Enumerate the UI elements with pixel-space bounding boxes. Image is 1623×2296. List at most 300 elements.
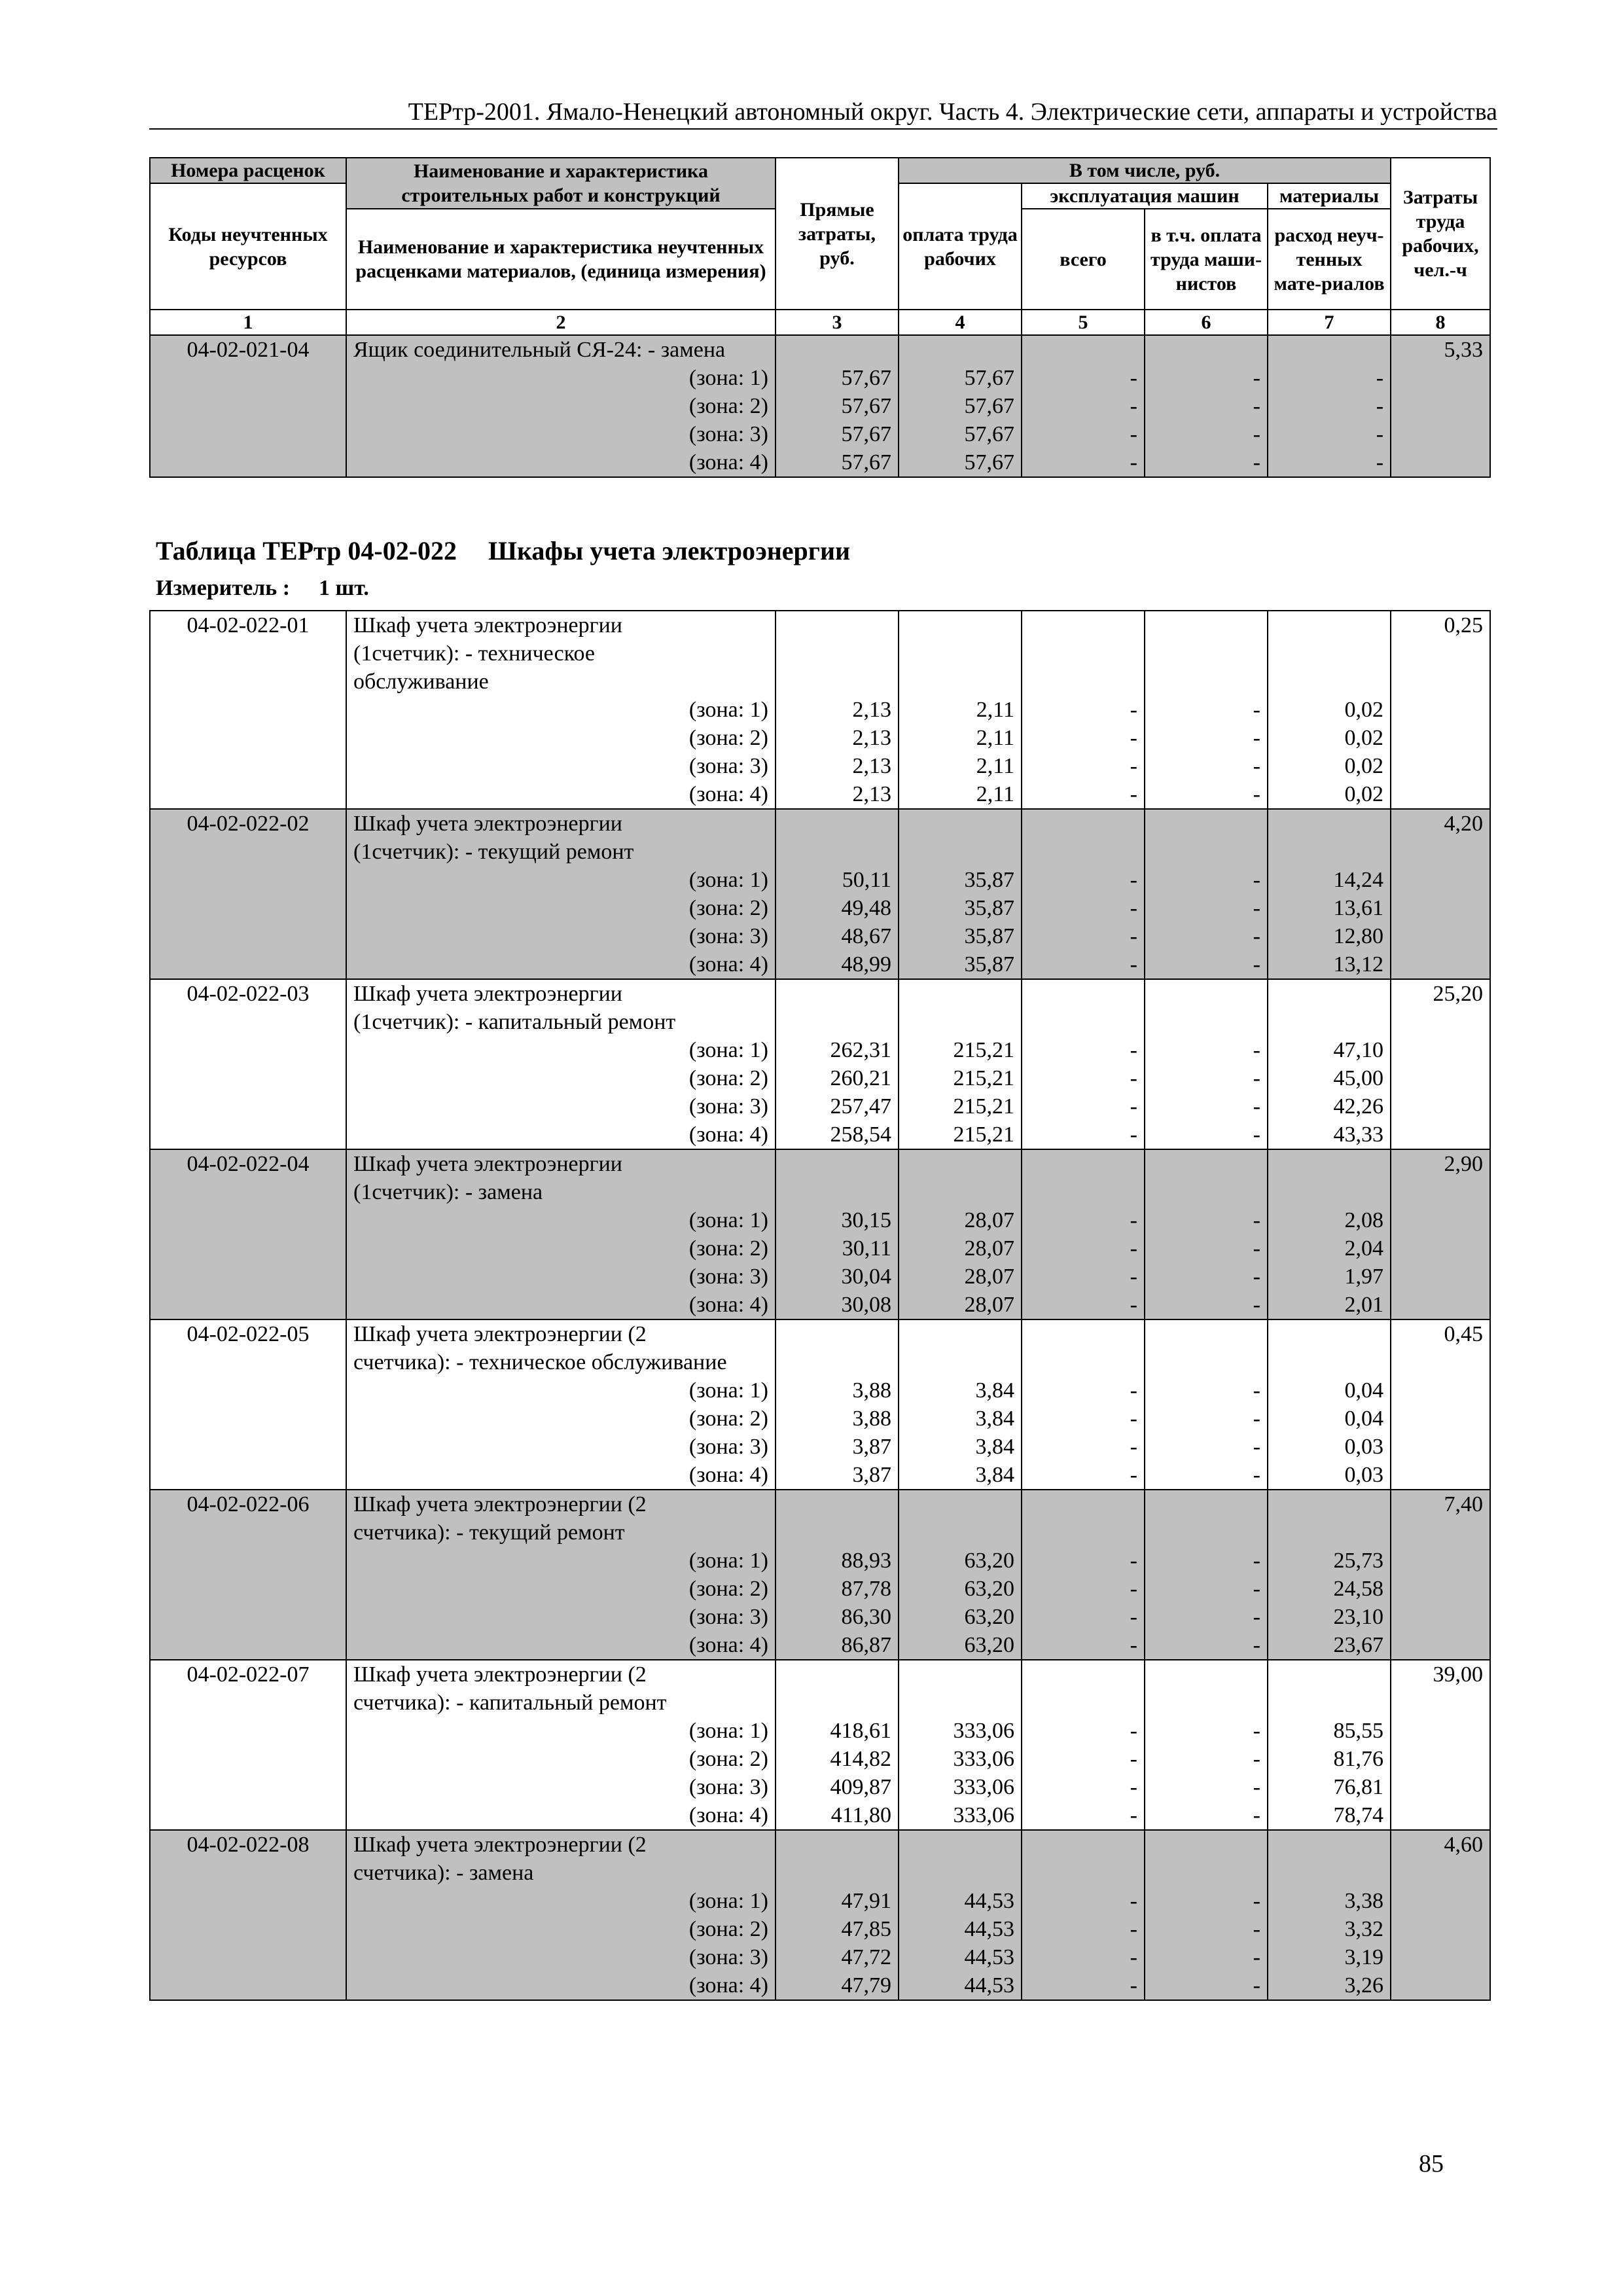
col-number-2: 2 [346, 310, 776, 335]
machine-cost: - [1130, 1973, 1137, 1998]
zone-label: (зона: 4) [688, 1463, 768, 1487]
labor-pay-cell [899, 1490, 1022, 1660]
machinist-pay-cell [1145, 1660, 1268, 1830]
direct-cost-cell [776, 335, 899, 477]
labor-pay: 3,84 [975, 1407, 1014, 1431]
spacer [1152, 1660, 1260, 1689]
zone-label: (зона: 1) [688, 1038, 768, 1062]
machine-cost: - [1130, 868, 1137, 892]
table-row [150, 1490, 1490, 1660]
labor-hours-cell [1391, 1660, 1490, 1830]
col-header-codes-top: Номера расценок [150, 158, 346, 183]
direct-cost: 30,11 [842, 1236, 891, 1261]
col-header-mat-unaccounted: расход неуч-тенных мате-риалов [1268, 209, 1391, 310]
direct-cost: 3,87 [852, 1463, 891, 1487]
labor-pay: 333,06 [953, 1747, 1014, 1771]
machinist-pay: - [1253, 366, 1260, 390]
zone-label: (зона: 3) [688, 1265, 768, 1289]
work-name-cell [346, 1319, 776, 1490]
rate-code-cell [150, 809, 346, 979]
spacer [906, 1490, 1014, 1518]
materials-cost: 3,38 [1344, 1889, 1383, 1913]
table-row [150, 611, 1490, 809]
zone-label: (зона: 4) [688, 450, 768, 475]
work-name-line: (1счетчик): - текущий ремонт [353, 840, 634, 864]
spacer [1275, 1689, 1383, 1717]
spacer [783, 1831, 891, 1859]
machinist-pay: - [1253, 1973, 1260, 1998]
spacer [1152, 1831, 1260, 1859]
machinist-pay: - [1253, 1122, 1260, 1147]
spacer [1029, 1518, 1137, 1547]
table-row [150, 1830, 1490, 2000]
direct-cost: 2,13 [852, 698, 891, 722]
spacer [783, 1150, 891, 1178]
machine-cost: - [1130, 1577, 1137, 1601]
machinist-pay: - [1253, 1549, 1260, 1573]
labor-pay: 3,84 [975, 1378, 1014, 1403]
spacer [906, 1150, 1014, 1178]
machine-cost: - [1130, 1463, 1137, 1487]
zone-label: (зона: 2) [688, 1917, 768, 1941]
zone-label: (зона: 4) [688, 1293, 768, 1317]
rates-table-022 [149, 610, 1491, 2001]
running-header: ТЕРтр-2001. Ямало-Ненецкий автономный округ. Часть 4. Электрические сети, аппараты и устройства [408, 98, 1497, 126]
zone-label: (зона: 1) [688, 1208, 768, 1232]
labor-pay: 63,20 [964, 1549, 1014, 1573]
labor-pay: 3,84 [975, 1435, 1014, 1459]
labor-hours: 7,40 [1444, 1492, 1483, 1516]
machine-cost: - [1130, 1945, 1137, 1969]
spacer [906, 668, 1014, 696]
machinist-pay: - [1253, 782, 1260, 806]
machine-cost: - [1130, 924, 1137, 948]
zone-label: (зона: 1) [688, 1889, 768, 1913]
col-number-4: 4 [899, 310, 1022, 335]
materials-cost: 0,02 [1344, 726, 1383, 750]
measure-unit [156, 576, 369, 601]
spacer [906, 980, 1014, 1008]
labor-pay-cell [899, 979, 1022, 1149]
labor-hours-cell [1391, 1319, 1490, 1490]
spacer [1029, 1859, 1137, 1887]
machine-cost: - [1130, 782, 1137, 806]
machine-cost: - [1130, 1889, 1137, 1913]
spacer [906, 1008, 1014, 1036]
direct-cost-cell [776, 979, 899, 1149]
labor-pay: 57,67 [964, 394, 1014, 418]
machine-cost-cell [1022, 979, 1145, 1149]
direct-cost: 260,21 [830, 1066, 891, 1090]
spacer [783, 980, 891, 1008]
machinist-pay: - [1253, 1803, 1260, 1827]
labor-pay: 215,21 [953, 1122, 1014, 1147]
spacer [1029, 1660, 1137, 1689]
direct-cost: 30,15 [841, 1208, 891, 1232]
direct-cost-cell [776, 1319, 899, 1490]
materials-cost-cell [1268, 611, 1391, 809]
machine-cost: - [1130, 1038, 1137, 1062]
materials-cost: 2,08 [1344, 1208, 1383, 1232]
materials-cost: 0,02 [1344, 782, 1383, 806]
spacer [1275, 611, 1383, 639]
work-name-line: Шкаф учета электроэнергии (2 [353, 1492, 647, 1516]
spacer [1152, 639, 1260, 668]
materials-cost: - [1376, 366, 1384, 390]
col-number-6: 6 [1145, 310, 1268, 335]
rate-code: 04-02-022-08 [187, 1833, 310, 1857]
machinist-pay: - [1253, 1435, 1260, 1459]
machine-cost-cell [1022, 1149, 1145, 1319]
materials-cost: 1,97 [1344, 1265, 1383, 1289]
materials-cost: 12,80 [1333, 924, 1383, 948]
materials-cost: 13,61 [1333, 896, 1383, 920]
work-name-line: (1счетчик): - замена [353, 1180, 543, 1204]
materials-cost: 42,26 [1333, 1094, 1383, 1119]
spacer [1029, 1008, 1137, 1036]
spacer [1029, 810, 1137, 838]
zone-label: (зона: 4) [688, 1973, 768, 1998]
spacer [1029, 336, 1137, 364]
work-name-line: Шкаф учета электроэнергии (2 [353, 1322, 647, 1346]
col-header-codes-bottom: Коды неучтенных ресурсов [150, 183, 346, 310]
labor-hours: 39,00 [1433, 1662, 1483, 1687]
zone-label: (зона: 3) [688, 1605, 768, 1629]
work-name-line: счетчика): - замена [353, 1861, 534, 1885]
machinist-pay: - [1253, 1038, 1260, 1062]
zone-label: (зона: 4) [688, 1122, 768, 1147]
machinist-pay: - [1253, 1775, 1260, 1799]
labor-hours-cell [1391, 335, 1490, 477]
header-rule [149, 128, 1497, 130]
direct-cost: 86,87 [841, 1633, 891, 1657]
labor-pay: 44,53 [964, 1973, 1014, 1998]
direct-cost: 48,99 [841, 952, 891, 977]
spacer [783, 1178, 891, 1206]
zone-label: (зона: 1) [688, 1378, 768, 1403]
zone-label: (зона: 2) [688, 394, 768, 418]
spacer [1275, 1859, 1383, 1887]
measure-value: 1 шт. [319, 576, 369, 600]
zone-label: (зона: 2) [688, 1407, 768, 1431]
materials-cost: 47,10 [1333, 1038, 1383, 1062]
zone-label: (зона: 3) [688, 1435, 768, 1459]
spacer [1152, 1859, 1260, 1887]
materials-cost: 25,73 [1333, 1549, 1383, 1573]
machinist-pay: - [1253, 1066, 1260, 1090]
spacer [1029, 639, 1137, 668]
machinist-pay: - [1253, 394, 1260, 418]
spacer [906, 1178, 1014, 1206]
machine-cost: - [1130, 1407, 1137, 1431]
direct-cost: 47,85 [841, 1917, 891, 1941]
zone-label: (зона: 3) [688, 924, 768, 948]
rate-code-cell [150, 1830, 346, 2000]
zone-label: (зона: 1) [688, 366, 768, 390]
rate-code-cell [150, 979, 346, 1149]
labor-pay-cell [899, 1149, 1022, 1319]
spacer [1029, 1490, 1137, 1518]
zone-label: (зона: 1) [688, 698, 768, 722]
spacer [1152, 611, 1260, 639]
table-row [150, 335, 1490, 477]
spacer [1275, 1660, 1383, 1689]
labor-pay-cell [899, 335, 1022, 477]
machinist-pay: - [1253, 754, 1260, 778]
materials-cost: 0,04 [1344, 1378, 1383, 1403]
machine-cost-cell [1022, 1830, 1145, 2000]
spacer [1275, 639, 1383, 668]
labor-hours: 5,33 [1444, 338, 1484, 362]
labor-hours-cell [1391, 611, 1490, 809]
zone-label: (зона: 3) [688, 1945, 768, 1969]
rate-code-cell [150, 611, 346, 809]
zone-label: (зона: 2) [688, 1066, 768, 1090]
direct-cost: 49,48 [841, 896, 891, 920]
work-name-line: Шкаф учета электроэнергии [353, 812, 622, 836]
materials-cost-cell [1268, 809, 1391, 979]
table-title [156, 535, 882, 566]
spacer [783, 1518, 891, 1547]
rate-code-cell [150, 1490, 346, 1660]
direct-cost: 3,88 [852, 1407, 891, 1431]
machinist-pay: - [1253, 1577, 1260, 1601]
labor-pay: 215,21 [953, 1038, 1014, 1062]
labor-pay: 2,11 [976, 698, 1014, 722]
direct-cost: 57,67 [841, 366, 891, 390]
labor-pay: 3,84 [975, 1463, 1014, 1487]
spacer [1152, 668, 1260, 696]
machinist-pay-cell [1145, 809, 1268, 979]
machine-cost: - [1130, 1605, 1137, 1629]
machine-cost: - [1130, 754, 1137, 778]
spacer [906, 336, 1014, 364]
machine-cost: - [1130, 1549, 1137, 1573]
direct-cost-cell [776, 1149, 899, 1319]
zone-label: (зона: 3) [688, 1094, 768, 1119]
work-name-cell [346, 1830, 776, 2000]
machine-cost: - [1130, 1633, 1137, 1657]
zone-label: (зона: 1) [688, 1549, 768, 1573]
work-name-line: счетчика): - капитальный ремонт [353, 1691, 667, 1715]
materials-cost-cell [1268, 1660, 1391, 1830]
direct-cost: 3,87 [852, 1435, 891, 1459]
materials-cost: 14,24 [1333, 868, 1383, 892]
materials-cost: 23,67 [1333, 1633, 1383, 1657]
col-header-name-bottom: Наименование и характеристика неучтенных расценками материалов, (единица измерения) [346, 209, 776, 310]
col-number-5: 5 [1022, 310, 1145, 335]
machine-cost: - [1130, 422, 1137, 446]
spacer [1275, 1831, 1383, 1859]
machinist-pay: - [1253, 450, 1260, 475]
machinist-pay: - [1253, 1265, 1260, 1289]
column-number-row [150, 310, 1490, 335]
materials-cost-cell [1268, 1319, 1391, 1490]
machine-cost: - [1130, 394, 1137, 418]
direct-cost: 87,78 [841, 1577, 891, 1601]
machinist-pay: - [1253, 1719, 1260, 1743]
work-name-line: Ящик соединительный СЯ-24: - замена [353, 338, 726, 362]
materials-cost: 0,03 [1344, 1463, 1383, 1487]
machinist-pay: - [1253, 868, 1260, 892]
spacer [1152, 1008, 1260, 1036]
spacer [906, 611, 1014, 639]
machine-cost: - [1130, 1378, 1137, 1403]
spacer [1152, 838, 1260, 866]
materials-cost: 76,81 [1333, 1775, 1383, 1799]
labor-hours-cell [1391, 1490, 1490, 1660]
labor-pay: 2,11 [976, 754, 1014, 778]
spacer [906, 1689, 1014, 1717]
machinist-pay: - [1253, 1917, 1260, 1941]
zone-label: (зона: 2) [688, 1236, 768, 1261]
materials-cost-cell [1268, 1149, 1391, 1319]
labor-hours-cell [1391, 809, 1490, 979]
direct-cost-cell [776, 1490, 899, 1660]
table-row [150, 979, 1490, 1149]
spacer [1152, 1490, 1260, 1518]
machinist-pay: - [1253, 924, 1260, 948]
materials-cost: 3,19 [1344, 1945, 1383, 1969]
work-name-cell [346, 979, 776, 1149]
col-header-incl: В том числе, руб. [899, 158, 1391, 183]
direct-cost: 48,67 [841, 924, 891, 948]
spacer [1029, 1831, 1137, 1859]
labor-hours: 4,20 [1444, 812, 1483, 836]
table-id: Таблица ТЕРтр 04-02-022 [156, 536, 457, 565]
direct-cost: 57,67 [841, 422, 891, 446]
direct-cost: 47,91 [841, 1889, 891, 1913]
materials-cost: - [1376, 450, 1384, 475]
col-header-labor-hours: Затраты труда рабочих, чел.-ч [1391, 158, 1490, 310]
labor-pay: 28,07 [964, 1293, 1014, 1317]
direct-cost: 50,11 [842, 868, 891, 892]
labor-hours-cell [1391, 979, 1490, 1149]
machine-cost: - [1130, 1435, 1137, 1459]
labor-pay: 44,53 [964, 1889, 1014, 1913]
labor-pay: 215,21 [953, 1094, 1014, 1119]
materials-cost: - [1376, 422, 1384, 446]
zone-label: (зона: 4) [688, 1633, 768, 1657]
labor-pay: 63,20 [964, 1605, 1014, 1629]
materials-cost: 0,02 [1344, 698, 1383, 722]
rate-code: 04-02-022-07 [187, 1662, 310, 1687]
table-row [150, 1319, 1490, 1490]
spacer [783, 1660, 891, 1689]
col-header-materials: материалы [1268, 183, 1391, 209]
spacer [783, 1490, 891, 1518]
direct-cost: 411,80 [830, 1803, 891, 1827]
materials-cost: 23,10 [1333, 1605, 1383, 1629]
spacer [1152, 1689, 1260, 1717]
work-name-line: Шкаф учета электроэнергии (2 [353, 1833, 647, 1857]
labor-hours: 4,60 [1444, 1833, 1483, 1857]
direct-cost-cell [776, 1830, 899, 2000]
machine-cost: - [1130, 1122, 1137, 1147]
machine-cost: - [1130, 1293, 1137, 1317]
spacer [783, 1689, 891, 1717]
zone-label: (зона: 1) [688, 1719, 768, 1743]
labor-pay: 63,20 [964, 1633, 1014, 1657]
machinist-pay-cell [1145, 979, 1268, 1149]
work-name-line: обслуживание [353, 670, 489, 694]
spacer [1275, 1348, 1383, 1376]
labor-pay: 28,07 [964, 1236, 1014, 1261]
work-name-cell [346, 335, 776, 477]
work-name-cell [346, 1149, 776, 1319]
materials-cost-cell [1268, 1490, 1391, 1660]
spacer [1029, 1150, 1137, 1178]
spacer [906, 1859, 1014, 1887]
rates-table-main [149, 157, 1491, 478]
table-row [150, 1149, 1490, 1319]
spacer [1152, 1178, 1260, 1206]
materials-cost-cell [1268, 979, 1391, 1149]
spacer [1275, 810, 1383, 838]
machinist-pay-cell [1145, 1149, 1268, 1319]
work-name-line: Шкаф учета электроэнергии [353, 613, 622, 637]
direct-cost-cell [776, 1660, 899, 1830]
spacer [1029, 838, 1137, 866]
machine-cost: - [1130, 1236, 1137, 1261]
direct-cost: 262,31 [830, 1038, 891, 1062]
machinist-pay: - [1253, 422, 1260, 446]
rate-code: 04-02-022-01 [187, 613, 310, 637]
rate-code: 04-02-022-06 [187, 1492, 310, 1516]
spacer [1275, 668, 1383, 696]
spacer [1029, 1320, 1137, 1348]
work-name-line: Шкаф учета электроэнергии [353, 982, 622, 1006]
spacer [1029, 1348, 1137, 1376]
machinist-pay: - [1253, 726, 1260, 750]
zone-label: (зона: 2) [688, 1577, 768, 1601]
spacer [1275, 980, 1383, 1008]
direct-cost: 30,04 [841, 1265, 891, 1289]
materials-cost: 0,04 [1344, 1407, 1383, 1431]
spacer [1275, 336, 1383, 364]
direct-cost: 86,30 [841, 1605, 891, 1629]
machinist-pay: - [1253, 1945, 1260, 1969]
machinist-pay: - [1253, 1747, 1260, 1771]
rate-code: 04-02-022-03 [187, 982, 310, 1006]
machinist-pay: - [1253, 1605, 1260, 1629]
materials-cost: 13,12 [1333, 952, 1383, 977]
rate-code: 04-02-022-04 [187, 1152, 310, 1176]
labor-pay: 44,53 [964, 1917, 1014, 1941]
labor-pay: 57,67 [964, 450, 1014, 475]
machinist-pay-cell [1145, 1490, 1268, 1660]
spacer [783, 1320, 891, 1348]
spacer [1275, 1008, 1383, 1036]
spacer [906, 838, 1014, 866]
machine-cost: - [1130, 726, 1137, 750]
zone-label: (зона: 4) [688, 1803, 768, 1827]
machine-cost: - [1130, 1208, 1137, 1232]
direct-cost: 30,08 [841, 1293, 891, 1317]
rate-code-cell [150, 1149, 346, 1319]
rate-code: 04-02-021-04 [187, 338, 310, 362]
direct-cost: 409,87 [830, 1775, 891, 1799]
labor-pay: 333,06 [953, 1803, 1014, 1827]
col-number-7: 7 [1268, 310, 1391, 335]
work-name-cell [346, 1490, 776, 1660]
machine-cost: - [1130, 896, 1137, 920]
machine-cost: - [1130, 1803, 1137, 1827]
labor-pay: 57,67 [964, 366, 1014, 390]
machine-cost: - [1130, 450, 1137, 475]
direct-cost: 2,13 [852, 754, 891, 778]
direct-cost: 88,93 [841, 1549, 891, 1573]
